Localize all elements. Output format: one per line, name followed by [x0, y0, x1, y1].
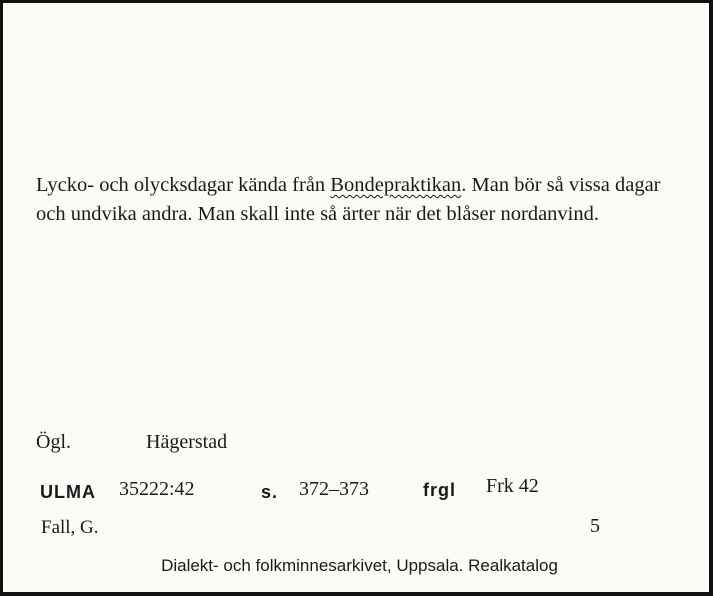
page-label: s.	[261, 482, 279, 502]
description-part-1: Lycko- och olycksdagar kända från	[36, 174, 331, 196]
page-value: 372–373	[299, 478, 369, 500]
place-name: Hägerstad	[146, 431, 228, 453]
card-description	[36, 171, 681, 229]
frgl-value: Frk 42	[486, 475, 539, 497]
archive-code-value: 35222:42	[119, 478, 195, 500]
region-label: Ögl.	[36, 431, 71, 453]
card-number: 5	[590, 515, 600, 537]
description-part-2: . Man bör så vissa dagar och undvika andra. Man skall inte så ärter när det blåser nordanvind.	[36, 174, 661, 225]
frgl-label: frgl	[423, 480, 456, 500]
archive-footer: Dialekt- och folkminnesarkivet, Uppsala. Realkatalog	[161, 556, 558, 575]
archive-code-label: ULMA	[40, 482, 96, 502]
description-underlined-term: Bondepraktikan	[330, 174, 462, 196]
collector-name: Fall, G.	[41, 517, 99, 538]
